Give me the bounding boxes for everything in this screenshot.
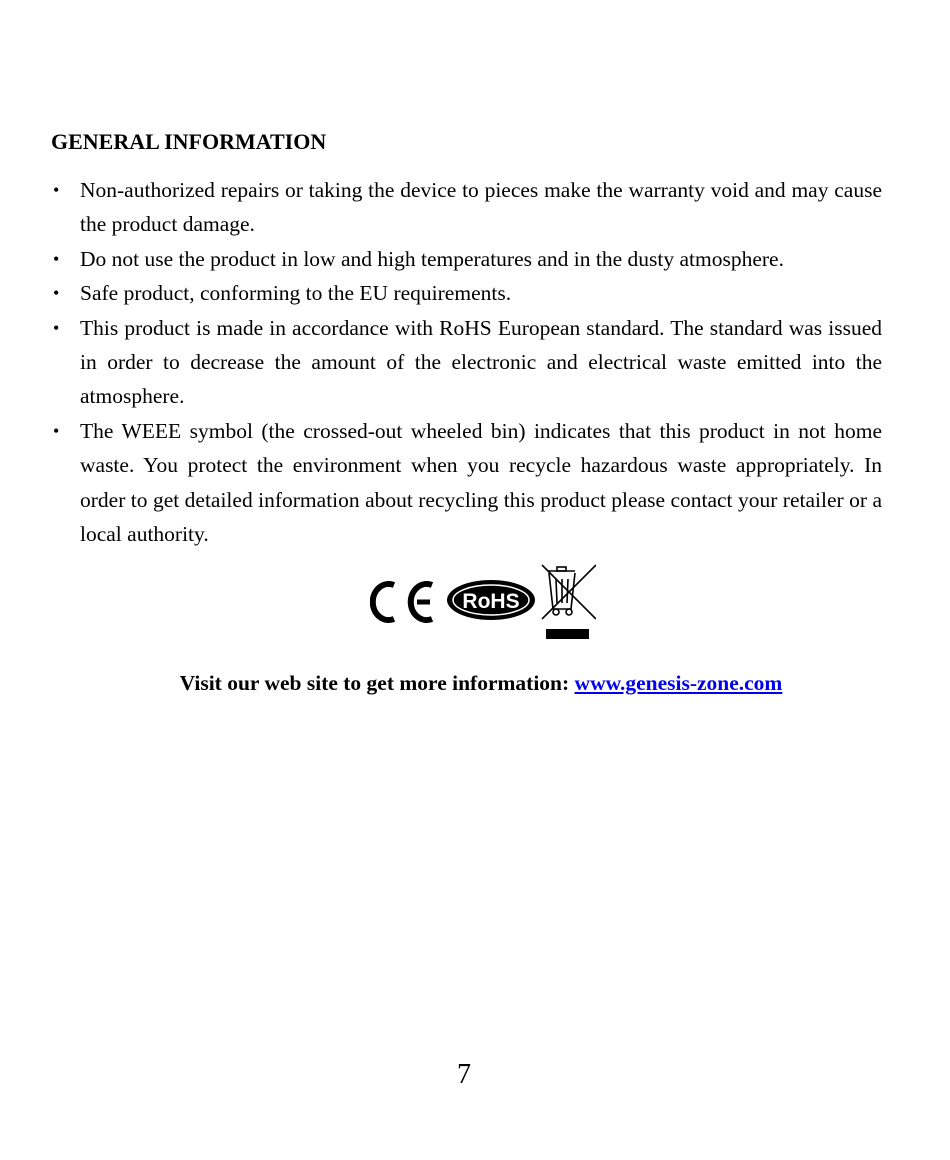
list-item-text: This product is made in accordance with RoHS European standard. The standard was issued in order to decrease the amount of the electronic and electrical waste emitted into the atmosphere. (80, 315, 882, 409)
list-item (51, 414, 882, 552)
list-item (51, 311, 882, 414)
bullet-icon: • (53, 283, 60, 304)
bullet-icon: • (53, 248, 60, 269)
list-item-text: Do not use the product in low and high temperatures and in the dusty atmosphere. (80, 246, 784, 271)
list-item (51, 242, 882, 276)
rohs-badge-icon (447, 580, 535, 620)
website-link[interactable]: www.genesis-zone.com (574, 671, 783, 695)
website-notice-text: Visit our web site to get more information: (179, 671, 570, 695)
list-item (51, 173, 882, 242)
list-item-text: The WEEE symbol (the crossed-out wheeled bin) indicates that this product in not home waste. You protect the environment when you recycle hazardous waste appropriately. In order to get detailed information about recycling this product please contact your retailer or a local authority. (80, 418, 882, 547)
rohs-badge-text: RoHS (462, 590, 520, 613)
ce-mark-icon (373, 584, 432, 620)
page-number: 7 (457, 1059, 471, 1090)
list-item-text: Safe product, conforming to the EU requirements. (80, 281, 512, 306)
general-info-list (51, 173, 882, 551)
compliance-logos (370, 563, 596, 641)
bullet-icon: • (53, 180, 60, 200)
website-notice (0, 668, 950, 698)
bullet-icon: • (53, 317, 60, 338)
list-item-text: Non-authorized repairs or taking the device to pieces make the warranty void and may cause the product damage. (80, 178, 882, 237)
section-title: GENERAL INFORMATION (51, 129, 327, 154)
bullet-icon: • (53, 420, 60, 441)
list-item (51, 276, 882, 310)
crossed-out-wheeled-bin-icon (542, 565, 596, 639)
